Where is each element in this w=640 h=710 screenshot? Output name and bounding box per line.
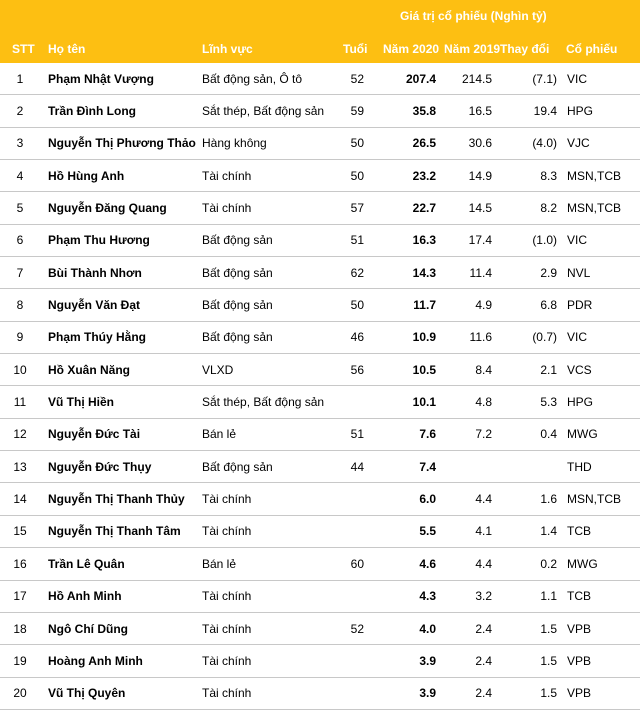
table-row (0, 192, 640, 224)
cell-name: Nguyễn Thị Thanh Thủy (48, 492, 185, 507)
cell-year-2020: 7.6 (419, 427, 436, 442)
column-header-stt: STT (12, 42, 35, 56)
table-body (0, 63, 640, 710)
cell-age: 56 (350, 362, 364, 377)
cell-year-2019: 30.6 (468, 136, 492, 151)
cell-stt: 12 (13, 427, 27, 442)
table-row (0, 451, 640, 483)
cell-year-2019: 2.4 (475, 686, 492, 701)
cell-ticker: PDR (567, 298, 593, 313)
cell-name: Nguyễn Đăng Quang (48, 201, 167, 216)
cell-field: Tài chính (202, 524, 252, 539)
table-row (0, 581, 640, 613)
cell-stt: 9 (16, 330, 24, 345)
cell-year-2020: 5.5 (419, 524, 436, 539)
cell-year-2020: 3.9 (419, 686, 436, 701)
cell-field: Bất động sản (202, 330, 273, 345)
cell-year-2020: 26.5 (412, 136, 436, 151)
table-row (0, 419, 640, 451)
cell-change: 1.5 (540, 686, 557, 701)
cell-age: 51 (350, 427, 364, 442)
cell-ticker: VJC (567, 136, 590, 151)
cell-ticker: VIC (567, 71, 588, 86)
cell-name: Nguyễn Văn Đạt (48, 298, 141, 313)
cell-ticker: MSN,TCB (567, 201, 621, 216)
cell-change: (0.7) (532, 330, 557, 345)
table-row (0, 225, 640, 257)
cell-field: Tài chính (202, 653, 252, 668)
cell-change: (1.0) (532, 233, 557, 248)
table-row (0, 160, 640, 192)
cell-year-2019: 3.2 (475, 589, 492, 604)
cell-stt: 15 (13, 524, 27, 539)
table-row (0, 548, 640, 580)
cell-name: Trần Lê Quân (48, 556, 125, 571)
cell-ticker: MWG (567, 427, 598, 442)
cell-age: 50 (350, 298, 364, 313)
cell-change: (4.0) (532, 136, 557, 151)
cell-stt: 3 (16, 136, 24, 151)
table-row (0, 289, 640, 321)
cell-change: 0.2 (540, 556, 557, 571)
column-header-age: Tuổi (343, 42, 368, 56)
cell-field: Tài chính (202, 686, 252, 701)
cell-ticker: TCB (567, 524, 591, 539)
table-row (0, 645, 640, 677)
cell-age: 46 (350, 330, 364, 345)
cell-stt: 7 (16, 265, 24, 280)
cell-ticker: VCS (567, 362, 592, 377)
cell-field: Bất động sản, Ô tô (202, 71, 303, 86)
cell-field: VLXD (202, 362, 234, 377)
cell-year-2019: 7.2 (475, 427, 492, 442)
cell-year-2020: 4.6 (419, 556, 436, 571)
cell-year-2019: 16.5 (468, 104, 492, 119)
cell-name: Nguyễn Thị Phương Thảo (48, 136, 196, 151)
table-row (0, 95, 640, 127)
cell-year-2020: 10.5 (412, 362, 436, 377)
cell-field: Bất động sản (202, 459, 273, 474)
cell-year-2020: 23.2 (412, 168, 436, 183)
cell-stt: 8 (16, 298, 24, 313)
cell-stt: 6 (16, 233, 24, 248)
table-row (0, 483, 640, 515)
cell-ticker: HPG (567, 104, 594, 119)
cell-name: Nguyễn Thị Thanh Tâm (48, 524, 181, 539)
cell-ticker: VPB (567, 653, 592, 668)
cell-change: 6.8 (540, 298, 557, 313)
cell-stt: 10 (13, 362, 27, 377)
cell-stt: 2 (16, 104, 24, 119)
cell-age: 59 (350, 104, 364, 119)
cell-age: 50 (350, 136, 364, 151)
table-row (0, 128, 640, 160)
cell-field: Bất động sản (202, 233, 273, 248)
cell-age: 51 (350, 233, 364, 248)
cell-stt: 4 (16, 168, 24, 183)
cell-ticker: NVL (567, 265, 591, 280)
cell-stt: 17 (13, 589, 27, 604)
cell-ticker: VIC (567, 233, 588, 248)
cell-change: 1.5 (540, 621, 557, 636)
cell-ticker: HPG (567, 395, 594, 410)
cell-stt: 13 (13, 459, 27, 474)
cell-ticker: MSN,TCB (567, 168, 621, 183)
cell-age: 57 (350, 201, 364, 216)
cell-field: Sắt thép, Bất động sản (202, 104, 325, 119)
table-row (0, 516, 640, 548)
cell-year-2020: 4.3 (419, 589, 436, 604)
cell-change: 2.1 (540, 362, 557, 377)
cell-age: 60 (350, 556, 364, 571)
cell-year-2020: 7.4 (419, 459, 436, 474)
cell-field: Tài chính (202, 589, 252, 604)
cell-name: Hồ Hùng Anh (48, 168, 125, 183)
cell-change: 5.3 (540, 395, 557, 410)
cell-year-2019: 4.8 (475, 395, 492, 410)
cell-year-2019: 8.4 (475, 362, 492, 377)
cell-year-2019: 17.4 (468, 233, 492, 248)
cell-name: Hồ Anh Minh (48, 589, 122, 604)
cell-change: (7.1) (532, 71, 557, 86)
cell-year-2019: 2.4 (475, 653, 492, 668)
cell-change: 1.6 (540, 492, 557, 507)
cell-name: Bùi Thành Nhơn (48, 265, 142, 280)
cell-field: Tài chính (202, 492, 252, 507)
cell-ticker: VPB (567, 621, 592, 636)
cell-stt: 18 (13, 621, 27, 636)
cell-stt: 19 (13, 653, 27, 668)
cell-year-2019: 11.6 (469, 330, 492, 345)
cell-name: Phạm Nhật Vượng (48, 71, 154, 86)
table-row (0, 63, 640, 95)
cell-field: Tài chính (202, 621, 252, 636)
cell-change: 19.4 (533, 104, 557, 119)
cell-year-2020: 11.7 (413, 298, 436, 313)
cell-year-2019: 4.4 (475, 556, 492, 571)
cell-year-2019: 4.9 (475, 298, 492, 313)
cell-year-2020: 14.3 (412, 265, 436, 280)
cell-stt: 16 (13, 556, 27, 571)
cell-year-2020: 6.0 (419, 492, 436, 507)
cell-name: Vũ Thị Quyên (48, 686, 126, 701)
cell-field: Tài chính (202, 201, 252, 216)
cell-year-2019: 4.1 (475, 524, 492, 539)
cell-name: Ngô Chí Dũng (48, 621, 128, 636)
cell-ticker: MSN,TCB (567, 492, 621, 507)
cell-stt: 14 (13, 492, 27, 507)
cell-ticker: THD (567, 459, 592, 474)
cell-ticker: VPB (567, 686, 592, 701)
cell-age: 62 (350, 265, 364, 280)
cell-change: 8.3 (540, 168, 557, 183)
cell-name: Phạm Thu Hương (48, 233, 150, 248)
cell-change: 1.4 (540, 524, 557, 539)
cell-year-2019: 214.5 (461, 71, 492, 86)
column-header-ticker: Cổ phiếu (566, 42, 618, 56)
cell-name: Phạm Thúy Hằng (48, 330, 147, 345)
cell-change: 1.1 (540, 589, 557, 604)
cell-year-2020: 3.9 (419, 653, 436, 668)
cell-name: Nguyễn Đức Tài (48, 427, 141, 442)
cell-year-2020: 22.7 (412, 201, 436, 216)
cell-year-2019: 2.4 (475, 621, 492, 636)
cell-year-2020: 4.0 (419, 621, 436, 636)
table-row (0, 386, 640, 418)
cell-stt: 1 (16, 71, 24, 86)
cell-name: Hoàng Anh Minh (48, 653, 143, 668)
cell-year-2019: 4.4 (475, 492, 492, 507)
group-title: Giá trị cổ phiếu (Nghìn tỷ) (400, 9, 547, 23)
cell-change: 1.5 (540, 653, 557, 668)
column-header-name: Họ tên (48, 42, 86, 56)
cell-age: 50 (350, 168, 364, 183)
cell-name: Hồ Xuân Năng (48, 362, 131, 377)
cell-ticker: MWG (567, 556, 598, 571)
cell-change: 0.4 (540, 427, 557, 442)
cell-age: 44 (350, 459, 364, 474)
cell-year-2020: 10.1 (412, 395, 436, 410)
column-header-change: Thay đổi (500, 42, 550, 56)
cell-year-2019: 14.9 (468, 168, 492, 183)
cell-stt: 5 (16, 201, 24, 216)
cell-year-2019: 14.5 (468, 201, 492, 216)
cell-stt: 11 (13, 395, 27, 410)
cell-field: Tài chính (202, 168, 252, 183)
cell-year-2020: 207.4 (405, 71, 436, 86)
cell-name: Trần Đình Long (48, 104, 136, 119)
cell-name: Nguyễn Đức Thụy (48, 459, 152, 474)
cell-change: 8.2 (540, 201, 557, 216)
cell-age: 52 (350, 71, 364, 86)
cell-age: 52 (350, 621, 364, 636)
cell-year-2020: 16.3 (412, 233, 436, 248)
cell-year-2019: 11.4 (469, 265, 492, 280)
table-row (0, 322, 640, 354)
cell-year-2020: 10.9 (412, 330, 436, 345)
cell-change: 2.9 (540, 265, 557, 280)
cell-field: Sắt thép, Bất động sản (202, 395, 325, 410)
column-header-field: Lĩnh vực (202, 42, 253, 56)
column-header-year-2019: Năm 2019 (444, 42, 501, 56)
cell-field: Bất động sản (202, 298, 273, 313)
table-row (0, 678, 640, 710)
cell-field: Bán lẻ (202, 556, 237, 571)
cell-field: Bán lẻ (202, 427, 237, 442)
table-row (0, 257, 640, 289)
cell-name: Vũ Thị Hiền (48, 395, 114, 410)
table-row (0, 613, 640, 645)
table-row (0, 354, 640, 386)
column-header-year-2020: Năm 2020 (383, 42, 440, 56)
cell-stt: 20 (13, 686, 27, 701)
cell-ticker: TCB (567, 589, 591, 604)
cell-ticker: VIC (567, 330, 588, 345)
cell-field: Hàng không (202, 136, 267, 151)
table-header (0, 0, 640, 63)
cell-year-2020: 35.8 (412, 104, 436, 119)
cell-field: Bất động sản (202, 265, 273, 280)
